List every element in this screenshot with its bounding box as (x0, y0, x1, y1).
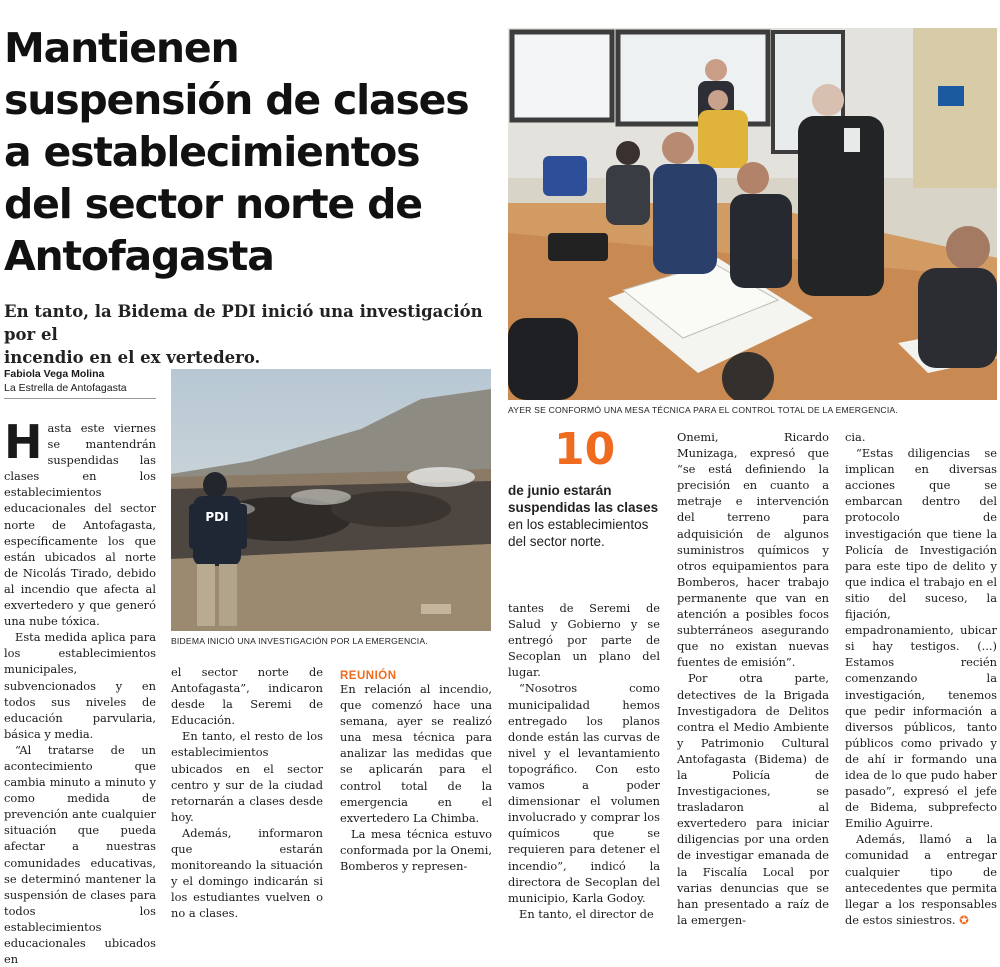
author-name: Fabiola Vega Molina (4, 368, 105, 380)
headline-line: a establecimientos (4, 128, 420, 176)
highlight-box (508, 424, 660, 550)
paragraph-text: Además, llamó a la comunidad a entregar cualquier tipo de antecedentes que permita llegar a los responsables de estos siniestros. (845, 832, 997, 927)
article-paragraph: Por otra parte, detectives de la Brigada Investigadora de Delitos contra el Medio Ambiente y Patrimonio Cultural Antofagasta (Bidema) de la Policía de Investigaciones, se trasladaron al exvertedero para iniciar diligencias por una orden de investigar emanada de la Fiscalía Local por varias denuncias que se han presentado a raíz de la emergen- (677, 671, 829, 927)
article-column-1 (4, 415, 156, 967)
article-paragraph: “Estas diligencias se implican en diversas acciones que se embarcan dentro del protocolo de investigación que tiene la Policía de Investigación para este tipo de delito y que indica el trabajo en el sitio del suceso, la fijación, empadronamiento, ubicar si hay testigos. (...) Estamos recién comenzando la investigación, tenemos que pedir información a diversos públicos, tanto públicos como privado y de ahí ir formando una idea de lo que pudo haber pasado”, expresó el jefe de Bidema, subprefecto Emilio Aguirre. (845, 446, 997, 831)
headline-line: Mantienen (4, 24, 239, 72)
headline-line: Antofagasta (4, 232, 274, 280)
subhead-line: En tanto, la Bidema de PDI inició una investigación por el (4, 302, 483, 344)
article-paragraph: el sector norte de Antofagasta”, indicaron desde la Seremi de Educación. (171, 665, 323, 728)
byline (4, 367, 127, 395)
highlight-number: 10 (554, 424, 616, 475)
article-paragraph: En relación al incendio, que comenzó hace una semana, ayer se realizó una mesa técnica para analizar las medidas que se aplicarán para el control total de la emergencia en el exvertedero La Chimba. (340, 682, 492, 825)
article-column-3 (340, 681, 492, 874)
article-paragraph: cia. (845, 430, 866, 444)
end-mark-icon: ✪ (959, 912, 969, 927)
article-paragraph: tantes de Seremi de Salud y Gobierno y se entregó por parte de Secoplan un plano del lugar. (508, 601, 660, 680)
subhead (4, 300, 499, 369)
photo-landfill-illustration (171, 369, 491, 631)
headline-line: del sector norte de (4, 180, 422, 228)
headline-line: suspensión de clases (4, 76, 469, 124)
article-paragraph (4, 415, 156, 629)
highlight-text (508, 482, 660, 550)
byline-divider (4, 398, 156, 399)
article-paragraph: Además, informaron que estarán monitoreando la situación y el domingo indicarán si los estudiantes vuelven o no a clases. (171, 825, 323, 921)
article-paragraph (845, 831, 997, 928)
article-paragraph: “Al tratarse de un acontecimiento que cambia minuto a minuto y como medida de prevención ante cualquier situación que pueda afectar a nuestras comunidades educativas, se determinó mantener la suspensión de clases para todos los establecimientos educacionales ubicados en (4, 742, 156, 967)
article-paragraph: En tanto, el director de (519, 906, 654, 921)
article-column-6 (845, 429, 997, 928)
article-paragraph: Esta medida aplica para los establecimientos municipales, subvencionados y en todos sus niveles de educación parvularia, básica y media. (4, 630, 156, 741)
article-paragraph: En tanto, el resto de los establecimientos ubicados en el sector centro y sur de la ciudad retornarán a clases desde hoy. (171, 729, 323, 824)
paragraph-text: asta este viernes se mantendrán suspendidas las clases en los establecimientos educacionales del sector norte de Antofagasta, específicamente los que están ubicados al norte de Nicolás Tirado, debido al incendio que afecta al exvertedero y que generó una nube tóxica. (4, 421, 156, 629)
drop-cap: H (4, 415, 43, 469)
author-outlet: La Estrella de Antofagasta (4, 382, 127, 394)
article-paragraph: Onemi, Ricardo Munizaga, expresó que “se está definiendo la precisión en cuanto a metraje e intervención del terreno para adquisición de algunos suministros químicos y otros equipamientos para Bomberos, hacer trabajo permanente que van en atención a posibles focos subterráneos asegurando que no existan nuevas fuentes de emisión”. (677, 430, 829, 670)
vest-label: PDI (205, 510, 229, 524)
subhead-line: incendio en el ex vertedero. (4, 348, 261, 367)
photo-meeting-illustration (508, 28, 997, 400)
article-paragraph: “Nosotros como municipalidad hemos entregado los planos donde están las curvas de nivel y el levantamiento topográfico. Con esto vamos a poder dimensionar el volumen involucrado y comprar los químicos que se requieren para detener el incendio”, indicó la directora de Secoplan del municipio, Karla Godoy. (508, 681, 660, 905)
highlight-rest-text: en los establecimientos del sector norte. (508, 517, 649, 549)
section-heading-label: REUNIÓN (340, 670, 397, 682)
highlight-bold-text: de junio estarán suspendidas las clases (508, 483, 659, 515)
photo-landfill (171, 369, 491, 631)
headline (4, 22, 504, 282)
article-column-2 (171, 664, 323, 922)
article-paragraph: La mesa técnica estuvo conformada por la Onemi, Bomberos y represen- (340, 826, 492, 874)
photo-meeting (508, 28, 997, 400)
photo-meeting-caption: AYER SE CONFORMÓ UNA MESA TÉCNICA PARA EL CONTROL TOTAL DE LA EMERGENCIA. (508, 405, 898, 415)
article-column-4 (508, 600, 660, 922)
article-column-5 (677, 429, 829, 928)
photo-landfill-caption: BIDEMA INICIÓ UNA INVESTIGACIÓN POR LA EMERGENCIA. (171, 636, 428, 646)
